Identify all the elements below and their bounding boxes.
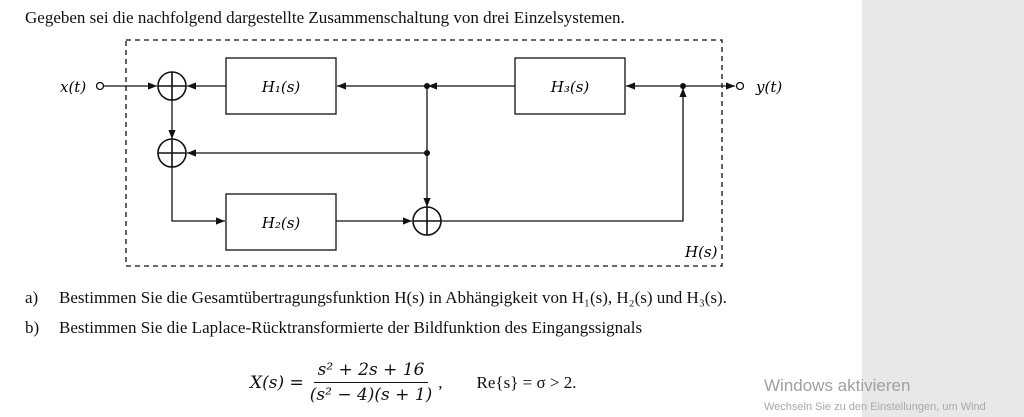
intro-text: Gegeben sei die nachfolgend dargestellte Zusammenschaltung von drei Einzelsystemen. xyxy=(25,8,625,27)
block-h3-label: H₃(s) xyxy=(550,78,590,96)
summing-junction-2 xyxy=(158,139,186,167)
task-a-text: Bestimmen Sie die Gesamtübertragungsfunktion H(s) in Abhängigkeit von H₁(s), H₂(s) und H₃(s). xyxy=(59,288,727,307)
output-label: y(t) xyxy=(756,78,783,96)
task-a xyxy=(25,288,727,308)
input-terminal xyxy=(97,83,104,90)
task-b-text: Bestimmen Sie die Laplace-Rücktransformierte der Bildfunktion des Eingangssignals xyxy=(59,318,643,337)
system-label: H(s) xyxy=(685,243,718,261)
formula-comma: , xyxy=(438,372,443,392)
task-b-letter: b) xyxy=(25,318,40,337)
windows-activation-watermark: Windows aktivieren xyxy=(764,376,911,395)
input-label: x(t) xyxy=(60,78,87,96)
windows-activation-hint: Wechseln Sie zu den Einstellungen, um Wind xyxy=(764,401,986,413)
formula-lhs: X(s) = xyxy=(250,372,304,393)
formula-condition: Re{s} = σ > 2. xyxy=(476,372,577,392)
side-panel xyxy=(862,0,1024,417)
formula-fraction xyxy=(306,360,437,405)
summing-junction-1 xyxy=(158,72,186,100)
output-terminal xyxy=(737,83,744,90)
task-a-letter: a) xyxy=(25,288,39,307)
summing-junction-3 xyxy=(413,207,441,235)
formula-denominator: (s² − 4)(s + 1) xyxy=(309,385,433,405)
formula xyxy=(250,360,576,405)
block-h2-label: H₂(s) xyxy=(261,214,301,232)
block-h1-label: H₁(s) xyxy=(261,78,301,96)
task-b xyxy=(25,318,642,338)
formula-numerator: s² + 2s + 16 xyxy=(314,360,429,383)
